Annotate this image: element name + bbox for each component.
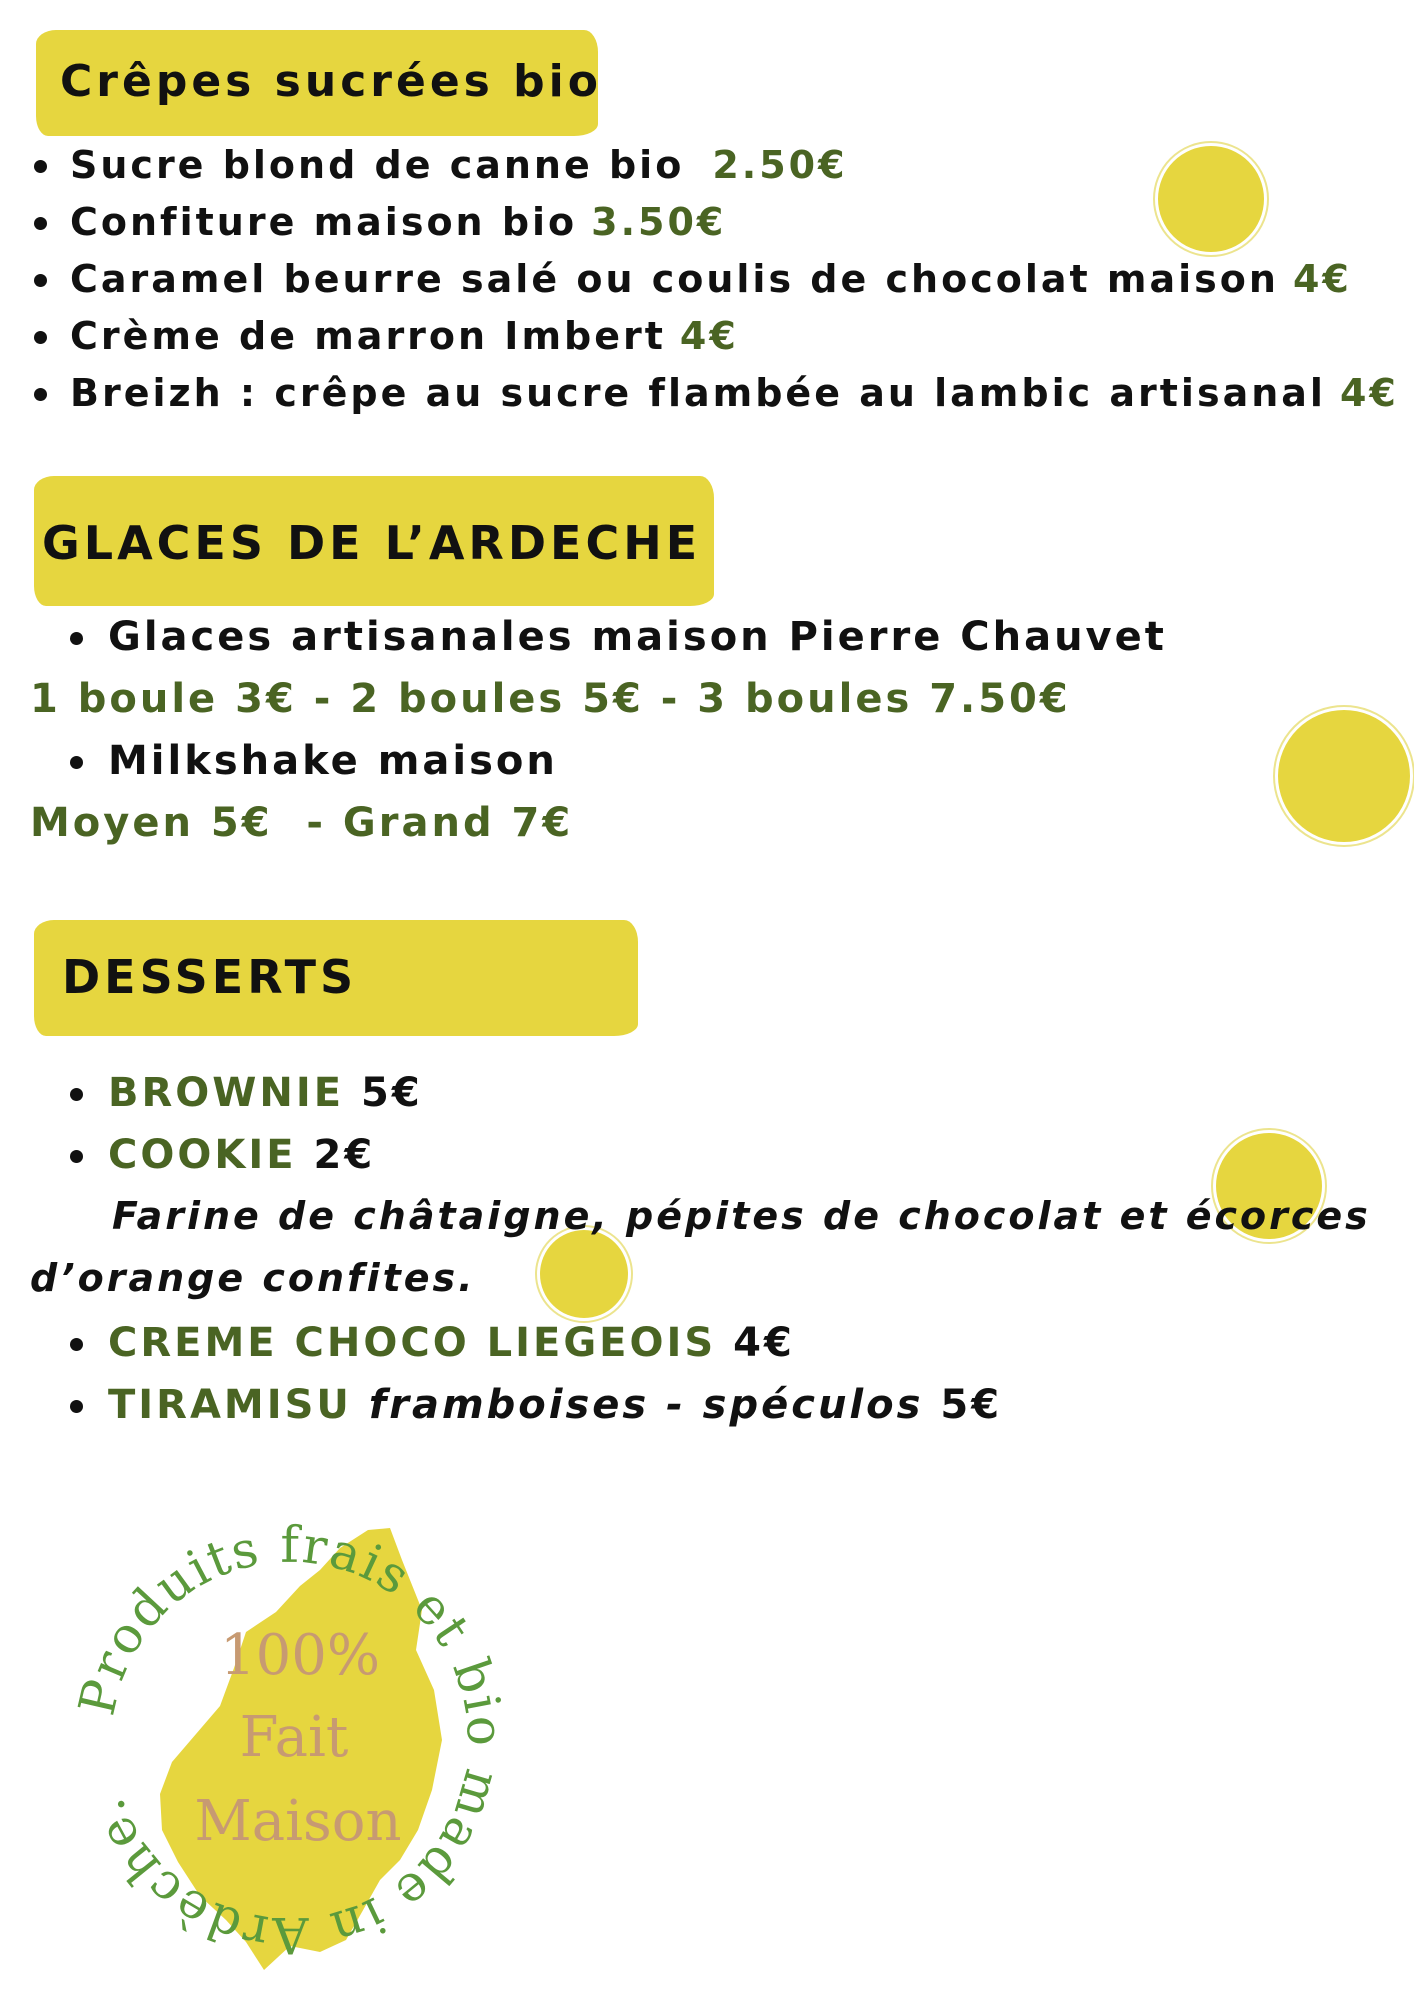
item-description: Farine de châtaigne, pépites de chocolat et écorces xyxy=(112,1194,1371,1238)
bullet-icon xyxy=(70,756,83,769)
item-price: 4€ xyxy=(733,1320,795,1366)
item-name: Caramel beurre salé ou coulis de chocolat maison xyxy=(70,257,1279,301)
item-price: 2.50€ xyxy=(712,143,848,187)
bullet-icon xyxy=(34,217,47,230)
list-item xyxy=(70,371,1399,415)
item-name: Milkshake maison xyxy=(108,738,558,784)
item-name: Confiture maison bio xyxy=(70,200,578,244)
bullet-icon xyxy=(34,388,47,401)
item-name: BROWNIE xyxy=(108,1070,345,1116)
bullet-icon xyxy=(34,160,47,173)
item-name: CREME CHOCO LIEGEOIS xyxy=(108,1320,717,1366)
item-price: 5€ xyxy=(361,1070,423,1116)
list-item xyxy=(70,314,739,358)
item-name: Glaces artisanales maison Pierre Chauvet xyxy=(108,614,1167,660)
decorative-yellow-dot xyxy=(1158,146,1264,252)
decorative-yellow-dot xyxy=(540,1230,628,1318)
item-name: Crème de marron Imbert xyxy=(70,314,666,358)
list-item xyxy=(108,1070,423,1116)
bullet-icon xyxy=(70,1150,83,1163)
item-price: 4€ xyxy=(1292,257,1352,301)
item-name: Sucre blond de canne bio xyxy=(70,143,685,187)
section-title-crepes: Crêpes sucrées bio xyxy=(60,56,602,107)
section-title-glaces: GLACES DE L’ARDECHE xyxy=(42,516,702,570)
list-item xyxy=(108,1320,795,1366)
list-item xyxy=(70,143,848,187)
item-description: d’orange confites. xyxy=(30,1256,476,1300)
item-prices: Moyen 5€ - Grand 7€ xyxy=(30,800,574,846)
item-description: framboises - spéculos xyxy=(368,1382,924,1428)
list-item xyxy=(108,1132,375,1178)
badge-arc-text: Produits frais et bio made in Ardèche. xyxy=(67,1515,515,1965)
bullet-icon xyxy=(70,1338,83,1351)
badge-center-line: 100% xyxy=(219,1623,381,1688)
section-title-desserts: DESSERTS xyxy=(62,950,358,1004)
item-price: 5€ xyxy=(940,1382,1003,1428)
item-price: 4€ xyxy=(1339,371,1399,415)
item-price: 3.50€ xyxy=(591,200,727,244)
bullet-icon xyxy=(70,632,83,645)
bullet-icon xyxy=(70,1400,83,1413)
fait-maison-badge xyxy=(50,1500,530,1980)
bullet-icon xyxy=(70,1088,83,1101)
item-name: Breizh : crêpe au sucre flambée au lambic artisanal xyxy=(70,371,1326,415)
item-prices: 1 boule 3€ - 2 boules 5€ - 3 boules 7.50€ xyxy=(30,676,1071,722)
item-name: TIRAMISU xyxy=(108,1382,352,1428)
item-name: COOKIE xyxy=(108,1132,297,1178)
bullet-icon xyxy=(34,331,47,344)
bullet-icon xyxy=(34,274,47,287)
list-item xyxy=(70,257,1352,301)
badge-center-line: Maison xyxy=(194,1789,402,1854)
item-price: 2€ xyxy=(313,1132,376,1178)
decorative-yellow-dot xyxy=(1278,710,1410,842)
badge-center-line: Fait xyxy=(239,1705,349,1770)
item-price: 4€ xyxy=(679,314,739,358)
list-item xyxy=(70,200,726,244)
list-item xyxy=(108,1382,1002,1428)
